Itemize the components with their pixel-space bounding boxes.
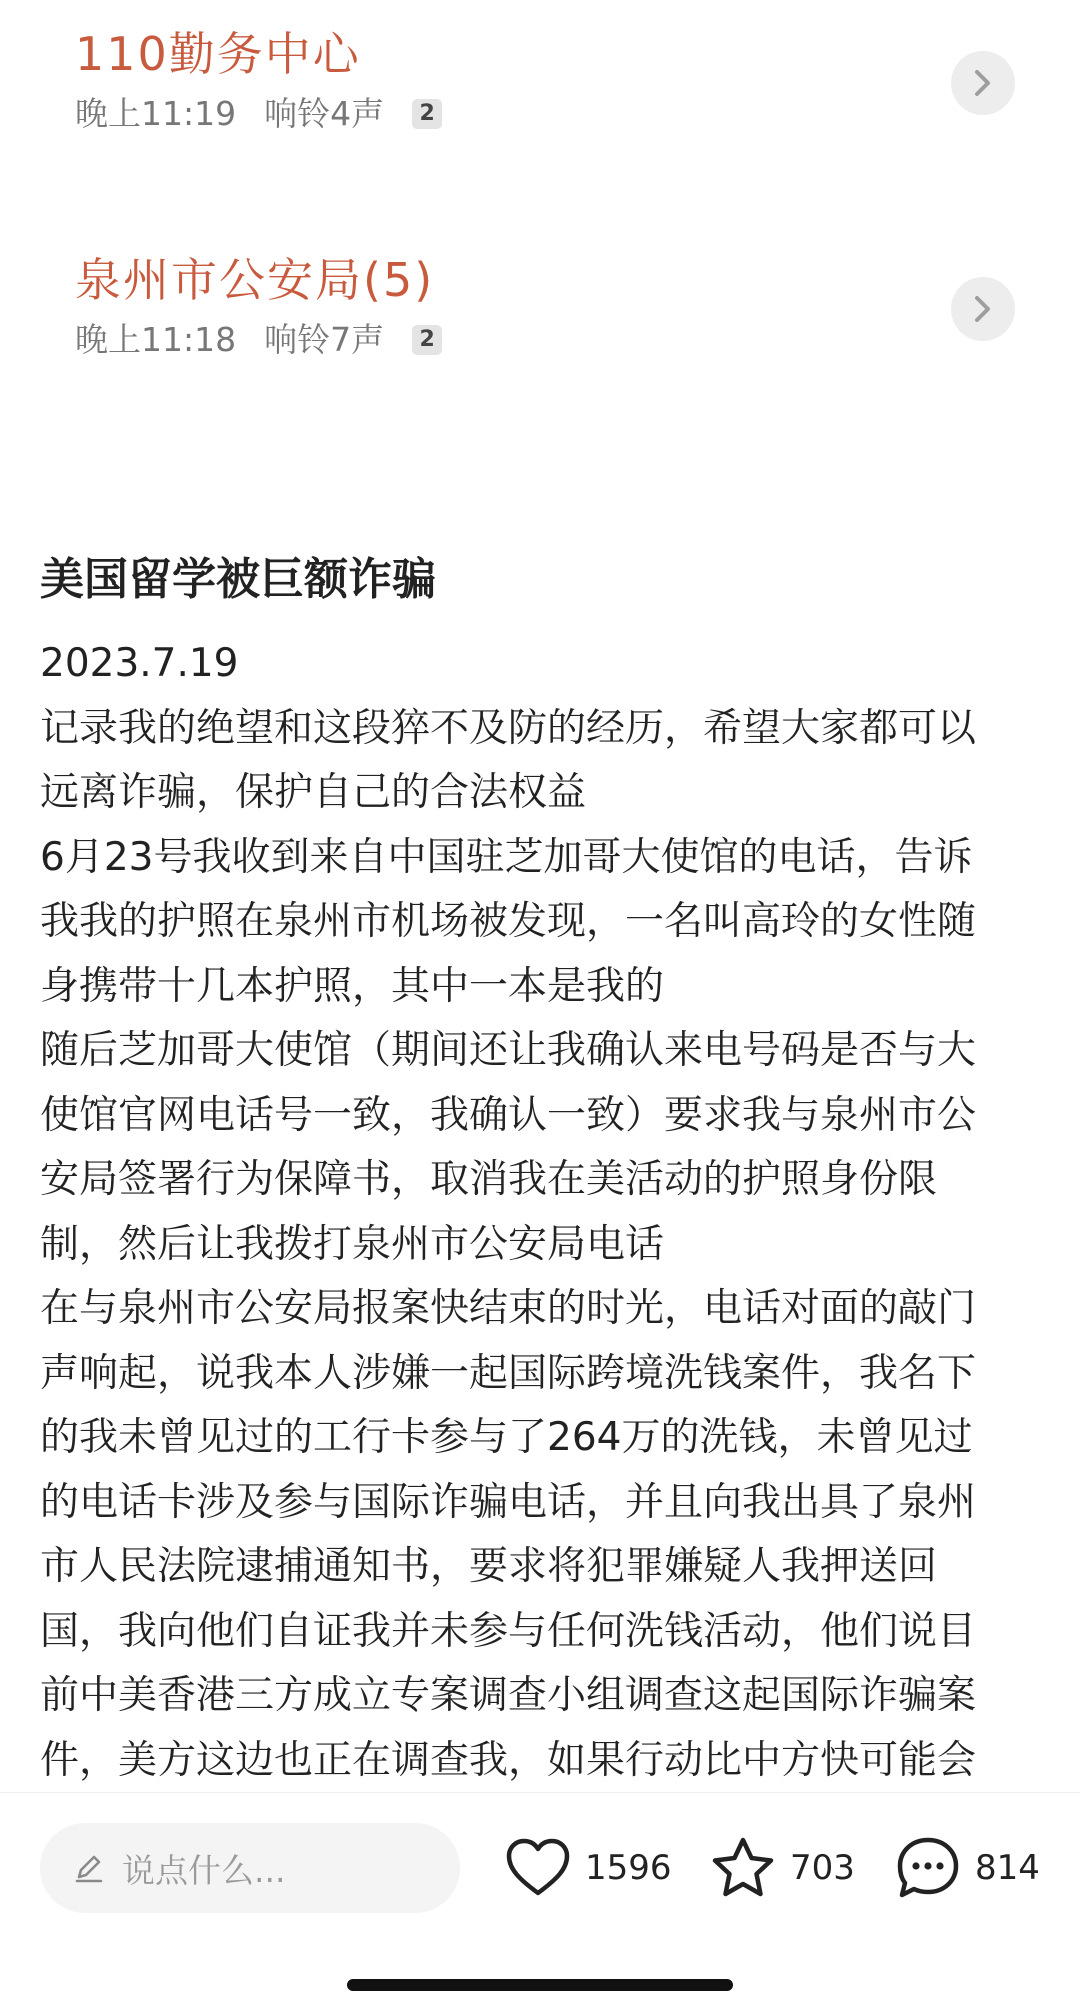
call-detail-button[interactable] xyxy=(951,51,1015,115)
post-text-line: 身携带十几本护照，其中一本是我的 xyxy=(40,963,665,1009)
favorite-button[interactable] xyxy=(710,1828,855,1908)
post-text-line: 国，我向他们自证我并未参与任何洗钱活动，他们说目 xyxy=(40,1608,977,1654)
comment-input[interactable] xyxy=(40,1823,460,1913)
post-text-line: 前中美香港三方成立专案调查小组调查这起国际诈骗案 xyxy=(40,1673,977,1718)
pencil-icon xyxy=(72,1851,106,1885)
post-text-line: 在与泉州市公安局报案快结束的时光，电话对面的敲门 xyxy=(40,1286,977,1331)
comment-placeholder: 说点什么... xyxy=(122,1850,286,1890)
comment-button[interactable] xyxy=(895,1828,1040,1908)
favorite-count: 703 xyxy=(790,1848,855,1888)
speech-bubble-icon xyxy=(895,1835,961,1901)
home-indicator[interactable] xyxy=(347,1979,733,1991)
post-text-line: 件，美方这边也正在调查我，如果行动比中方快可能会 xyxy=(40,1737,977,1783)
call-rings: 响铃4声 xyxy=(264,94,385,133)
call-detail-button[interactable] xyxy=(951,277,1015,341)
post-body xyxy=(40,632,1040,1792)
post-text-line: 的电话卡涉及参与国际诈骗电话，并且向我出具了泉州 xyxy=(40,1479,977,1525)
post-text-line: 记录我的绝望和这段猝不及防的经历，希望大家都可以 xyxy=(40,705,977,751)
like-count: 1596 xyxy=(585,1848,672,1888)
post-text-line: 随后芝加哥大使馆（期间还让我确认来电号码是否与大 xyxy=(40,1028,977,1073)
post-text-line: 安局签署行为保障书，取消我在美活动的护照身份限 xyxy=(40,1157,938,1202)
post-date: 2023.7.19 xyxy=(40,641,239,686)
heart-icon xyxy=(505,1837,571,1899)
post-text-line: 的我未曾见过的工行卡参与了264万的洗钱，未曾见过 xyxy=(40,1415,973,1460)
post-text-line: 远离诈骗，保护自己的合法权益 xyxy=(40,770,587,815)
star-icon xyxy=(710,1836,776,1900)
caller-name: 泉州市公安局(5) xyxy=(75,253,435,307)
call-log-item[interactable] xyxy=(75,240,1015,380)
chevron-right-icon xyxy=(973,69,993,97)
chevron-right-icon xyxy=(973,295,993,323)
like-button[interactable] xyxy=(505,1828,672,1908)
post-title: 美国留学被巨额诈骗 xyxy=(40,554,436,605)
call-meta xyxy=(75,92,442,136)
call-rings: 响铃7声 xyxy=(264,320,385,359)
call-meta xyxy=(75,318,442,362)
post-text-line: 使馆官网电话号一致，我确认一致）要求我与泉州市公 xyxy=(40,1092,977,1138)
caller-name: 110勤务中心 xyxy=(75,27,361,81)
call-count-badge: 2 xyxy=(412,325,442,355)
call-count-badge: 2 xyxy=(412,99,442,129)
comment-count: 814 xyxy=(975,1848,1040,1888)
post-text-line: 声响起，说我本人涉嫌一起国际跨境洗钱案件，我名下 xyxy=(40,1350,977,1396)
post-text-line: 制，然后让我拨打泉州市公安局电话 xyxy=(40,1221,665,1267)
call-time: 晚上11:19 xyxy=(75,94,237,133)
call-log-item[interactable] xyxy=(75,14,1015,154)
post-text-line: 市人民法院逮捕通知书，要求将犯罪嫌疑人我押送回 xyxy=(40,1544,938,1589)
post-text-line: 6月23号我收到来自中国驻芝加哥大使馆的电话，告诉 xyxy=(40,834,973,880)
post-text-line: 我我的护照在泉州市机场被发现，一名叫高玲的女性随 xyxy=(40,899,977,944)
bottom-action-bar xyxy=(0,1792,1080,2015)
call-time: 晚上11:18 xyxy=(75,320,237,359)
